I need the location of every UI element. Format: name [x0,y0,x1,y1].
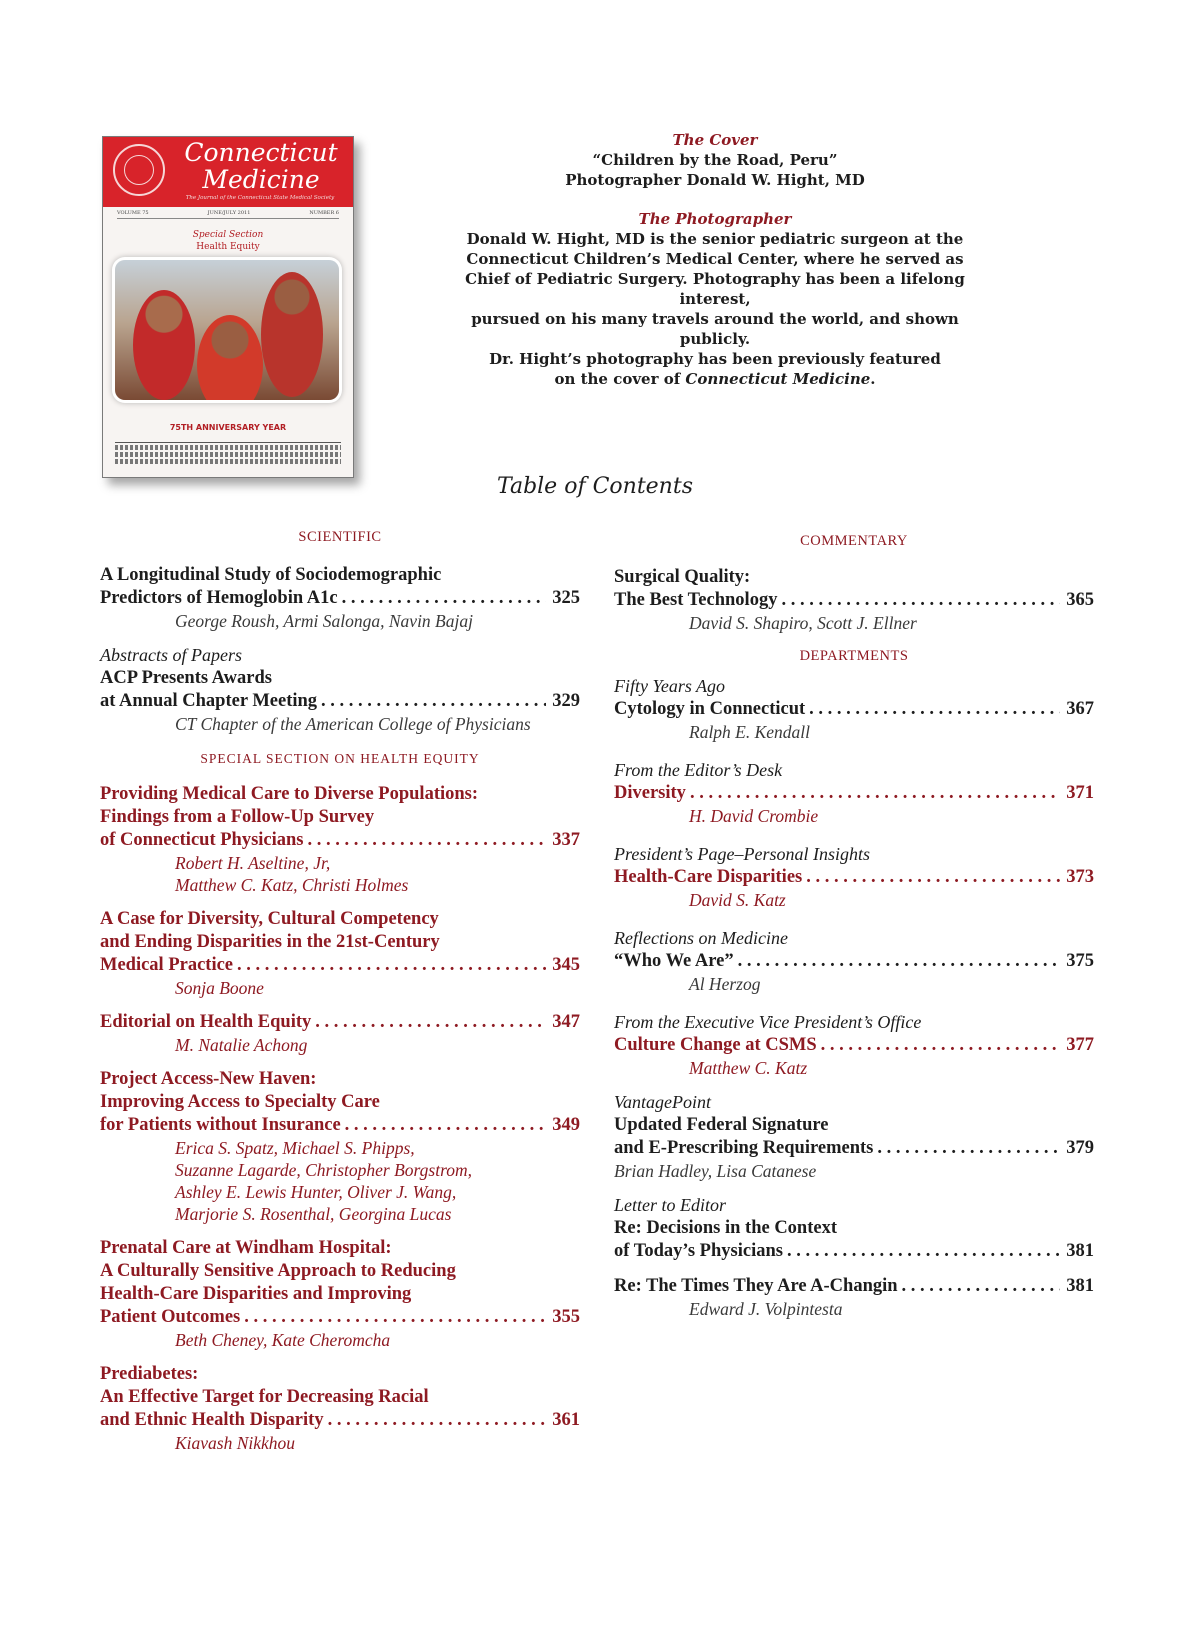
authors: Matthew C. Katz [689,1058,808,1078]
authors: Ralph E. Kendall [689,722,811,742]
toc-entry[interactable]: A Case for Diversity, Cultural Competency and Ending Disparities in the 21st-Century Medical Practice . . . 345 Sonja Boone [100,908,580,999]
bio-line: on the cover of Connecticut Medicine. [554,370,876,388]
page-number: 381 [1066,1276,1094,1296]
bio-line: Dr. Hight’s photography has been previously featured [489,350,941,368]
toc-entry[interactable]: Abstracts of Papers ACP Presents Awards at Annual Chapter Meeting . . . 329 CT Chapter of the American College of Physicians [100,644,580,735]
authors: Marjorie S. Rosenthal, Georgina Lucas [175,1204,452,1224]
toc-entry[interactable]: Project Access-New Haven: Improving Access to Specialty Care for Patients without Insurance . . . 349 Erica S. Spatz, Michael S. Phipps, Suzanne Lagarde, Christopher Borgstrom, Ashley E. Lewis Hunter, Oliver J. Wang, Marjorie S. Rosenthal, Georgina Lucas [100,1068,580,1225]
authors: Beth Cheney, Kate Cheromcha [175,1330,391,1350]
entry-kicker: Letter to Editor [614,1195,726,1215]
toc-title: Table of Contents [496,474,693,499]
toc-entry[interactable]: From the Editor’s Desk Diversity . . . 371 H. David Crombie [614,759,1094,827]
page-number: 375 [1066,951,1094,971]
authors: CT Chapter of the American College of Physicians [175,714,531,734]
cover-issue-info: VOLUME 75 JUNE/JULY 2011 NUMBER 6 [117,210,339,219]
bio-line: Donald W. Hight, MD is the senior pediatric surgeon at the [466,230,964,248]
cover-photographer: Photographer Donald W. Hight, MD [565,171,865,189]
society-seal-icon [113,144,165,196]
authors: H. David Crombie [689,806,819,826]
toc-entry[interactable]: From the Executive Vice President’s Office Culture Change at CSMS . . . 377 Matthew C. Katz [614,1011,1094,1079]
toc-entry[interactable]: Reflections on Medicine “Who We Are” . . . 375 Al Herzog [614,927,1094,995]
page-number: 381 [1066,1241,1094,1261]
authors: Brian Hadley, Lisa Catanese [614,1161,817,1181]
toc-entry[interactable]: Letter to Editor Re: Decisions in the Context of Today’s Physicians . . . 381 [614,1194,1094,1263]
authors: David S. Shapiro, Scott J. Ellner [689,613,917,633]
toc-entry[interactable]: Fifty Years Ago Cytology in Connecticut . . . 367 Ralph E. Kendall [614,675,1094,743]
page-number: 367 [1066,699,1094,719]
authors: Edward J. Volpintesta [689,1299,843,1319]
cover-photo-title: “Children by the Road, Peru” [592,151,838,169]
child-figure [261,272,323,397]
toc-entry[interactable]: Prediabetes: An Effective Target for Decreasing Racial and Ethnic Health Disparity . . . 361 Kiavash Nikkhou [100,1363,580,1454]
page-number: 329 [552,691,580,711]
page-number: 349 [552,1115,580,1135]
cover-fine-print [115,442,341,464]
cover-journal-title: Connecticut Medicine [184,138,338,194]
page-number: 371 [1066,783,1094,803]
toc-entry[interactable]: President’s Page–Personal Insights Health-Care Disparities . . . 373 David S. Katz [614,843,1094,911]
toc-right-column [614,533,1094,1320]
page-number: 347 [552,1012,580,1032]
authors: Matthew C. Katz, Christi Holmes [175,875,409,895]
section-heading-scientific: SCIENTIFIC [298,529,382,545]
toc-entry[interactable]: Providing Medical Care to Diverse Populations: Findings from a Follow-Up Survey of Connecticut Physicians . . . 337 Robert H. Aseltine, Jr, Matthew C. Katz, Christi Holmes [100,783,580,896]
page-number: 379 [1066,1138,1094,1158]
cover-image [102,136,354,478]
section-heading-departments: DEPARTMENTS [799,648,909,664]
page-number: 373 [1066,867,1094,887]
section-heading-commentary: COMMENTARY [800,533,908,549]
entry-kicker: From the Editor’s Desk [614,760,783,780]
cover-special-section: Special Section Health Equity [192,230,264,252]
entry-kicker: President’s Page–Personal Insights [614,844,870,864]
entry-kicker: Reflections on Medicine [614,928,788,948]
toc-entry[interactable]: VantagePoint Updated Federal Signature and E-Prescribing Requirements . . . 379 Brian Hadley, Lisa Catanese [614,1091,1094,1182]
bio-line: Connecticut Children’s Medical Center, where he served as [466,250,964,268]
authors: Al Herzog [689,974,761,994]
authors: Erica S. Spatz, Michael S. Phipps, [175,1138,415,1158]
authors: Robert H. Aseltine, Jr, [175,853,331,873]
page-number: 377 [1066,1035,1094,1055]
authors: M. Natalie Achong [175,1035,308,1055]
page-number: 361 [552,1410,580,1430]
entry-kicker: Fifty Years Ago [614,676,726,696]
page-number: 325 [552,588,580,608]
toc-entry[interactable]: Prenatal Care at Windham Hospital: A Culturally Sensitive Approach to Reducing Health-Care Disparities and Improving Patient Outcomes . . . 355 Beth Cheney, Kate Cheromcha [100,1237,580,1351]
cover-anniversary: 75TH ANNIVERSARY YEAR [169,423,287,432]
entry-kicker: From the Executive Vice President’s Office [614,1012,922,1032]
authors: Sonja Boone [175,978,264,998]
photographer-heading: The Photographer [638,210,792,228]
child-figure [133,290,195,400]
page-number: 345 [552,955,580,975]
authors: George Roush, Armi Salonga, Navin Bajaj [175,611,473,631]
section-heading-special: SPECIAL SECTION ON HEALTH EQUITY [200,751,480,766]
toc-entry[interactable]: Editorial on Health Equity . . . 347 M. Natalie Achong [100,1011,580,1056]
cover-credits [455,130,975,389]
entry-kicker: Abstracts of Papers [100,645,242,665]
toc-entry[interactable]: Re: The Times They Are A-Changin . . . 381 Edward J. Volpintesta [614,1275,1094,1320]
page-number: 365 [1066,590,1094,610]
bio-line: Chief of Pediatric Surgery. Photography has been a lifelong interest, [465,270,965,308]
cover-subtitle: The Journal of the Connecticut State Medical Society [185,195,335,201]
authors: David S. Katz [689,890,786,910]
authors: Suzanne Lagarde, Christopher Borgstrom, [175,1160,473,1180]
toc-left-column [100,529,580,1454]
child-figure [197,315,263,400]
authors: Ashley E. Lewis Hunter, Oliver J. Wang, [175,1182,457,1202]
bio-line: pursued on his many travels around the world, and shown publicly. [471,310,959,348]
authors: Kiavash Nikkhou [175,1433,296,1453]
page-number: 337 [552,830,580,850]
toc-entry[interactable]: A Longitudinal Study of Sociodemographic Predictors of Hemoglobin A1c . . . 325 George Roush, Armi Salonga, Navin Bajaj [100,564,580,632]
cover-photo [115,260,339,400]
cover-heading: The Cover [672,131,758,149]
toc-entry[interactable]: Surgical Quality: The Best Technology . . . 365 David S. Shapiro, Scott J. Ellner [614,566,1094,634]
entry-kicker: VantagePoint [614,1092,711,1112]
page-number: 355 [552,1307,580,1327]
